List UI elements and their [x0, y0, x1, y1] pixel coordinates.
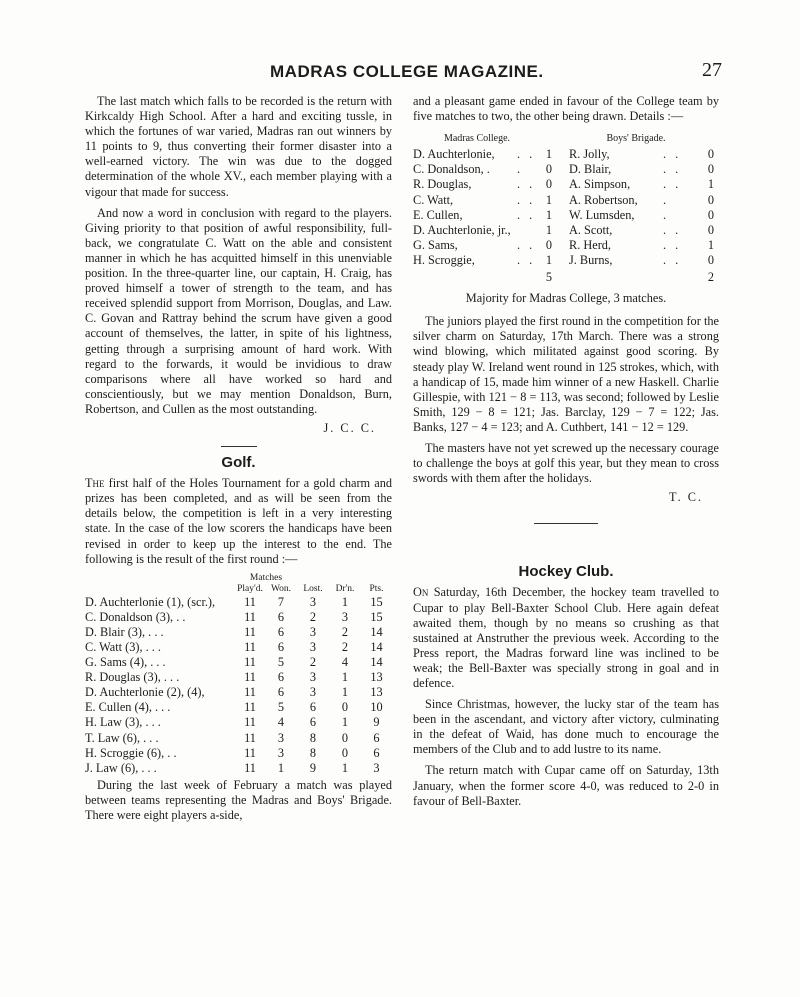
score-cell: 11: [244, 685, 256, 700]
madras-player: E. Cullen,: [413, 207, 463, 222]
signature: J. C. C.: [323, 420, 376, 435]
hockey-paragraph: [413, 585, 719, 691]
madras-player: H. Scroggie,: [413, 252, 475, 267]
score-cell: 0: [707, 147, 715, 162]
score-cell: 3: [309, 624, 317, 639]
section-divider: [534, 523, 598, 524]
score-cell: 3: [341, 609, 349, 624]
leader-dots: . .: [517, 252, 536, 267]
player-name: G. Sams (4), . . .: [85, 655, 166, 670]
table-cell: [557, 223, 569, 238]
table-header-cell: [361, 573, 392, 584]
table-row: [85, 595, 392, 610]
leader-dots: . .: [663, 237, 682, 252]
score-cell: 1: [341, 685, 349, 700]
score-cell: 0: [341, 745, 349, 760]
score-cell: 3: [309, 640, 317, 654]
player-name: C. Donaldson (3), . .: [85, 609, 186, 624]
player-name: R. Douglas (3), . . .: [85, 670, 180, 685]
score-cell: 1: [341, 760, 349, 775]
score-cell: 2: [341, 640, 349, 654]
score-cell: 6: [277, 609, 285, 624]
score-cell: 1: [277, 760, 285, 775]
score-cell: 11: [244, 624, 256, 639]
table-row: [85, 655, 392, 670]
leader-dots: .: [663, 207, 670, 222]
score-cell: 9: [373, 715, 380, 730]
score-cell: 11: [244, 760, 256, 775]
score-cell: 11: [244, 745, 256, 760]
rugby-paragraph: And now a word in conclusion with regard to the players. Giving priority to that position of awful responsibility, full-back, we congratulate C. Watt on the able and consistent manner in which he has acquitted himself in this unenviable position. In the three-quarter line, our captain, H. Craig, has proved himself a tower of strength to the team, and has received splendid support from Morrison, Douglas, and Law. C. Govan and Rattray behind the scrum have given a good account of themselves, the latter, in spite of his lightness, getting through a surprising amount of hard work. With regard to the forwards, it would be invidious to draw comparisons where all have worked so hard and conscientiously, but we may mention Donaldson, Burn, Robertson, and Cullen as the most outstanding.: [85, 205, 392, 416]
player-name: D. Blair (3), . . .: [85, 624, 164, 639]
brigade-player: W. Lumsden,: [569, 207, 635, 222]
score-cell: 14: [370, 655, 383, 670]
score-cell: 0: [545, 162, 553, 177]
table-row: [85, 746, 392, 761]
table-row: [85, 625, 392, 640]
player-name: H. Scroggie (6), . .: [85, 745, 177, 760]
leader-dots: . .: [663, 252, 682, 267]
score-cell: 1: [341, 594, 349, 609]
player-name: E. Cullen (4), . . .: [85, 700, 171, 715]
leader-dots: [517, 223, 541, 238]
table-header-cell: Matches: [249, 572, 283, 583]
page-header: [270, 59, 722, 86]
score-cell: 11: [244, 670, 256, 685]
score-cell: 6: [309, 715, 317, 730]
score-cell: 3: [277, 730, 285, 745]
score-cell: 2: [309, 655, 317, 670]
leader-dots: . .: [663, 222, 682, 237]
madras-player: D. Auchterlonie,: [413, 147, 495, 162]
score-cell: 11: [244, 640, 256, 654]
table-cell: [663, 268, 703, 285]
golf-paragraph: [85, 476, 392, 567]
score-cell: 7: [277, 594, 285, 609]
score-cell: 5: [277, 655, 285, 670]
score-cell: 1: [341, 715, 349, 730]
golf-paragraph-text: first half of the Holes Tournament for a gold charm and prizes has been completed, and as will be seen from the details below, the competition is left in a very interesting state. In the case of the low scorers the handicaps have been revised in order to keep up the interest to the end. The following is the result of the first round :—: [85, 476, 392, 566]
score-cell: 11: [244, 730, 256, 745]
score-cell: 3: [309, 594, 317, 609]
hockey-paragraph-text: Saturday, 16th December, the hockey team travelled to Cupar to play Bell-Baxter School Club. Here again defeat awaited them, though by no means so crushing as that sustained at Anstruther the previous week. According to the Press report, the Madras forward line was inclined to be weak; the Bell-Baxter was specially strong in goal and in defence.: [413, 585, 719, 690]
score-cell: 8: [309, 745, 317, 760]
team-header-madras: Madras College.: [443, 133, 511, 145]
leader-dots: . .: [517, 207, 536, 222]
score-cell: 1: [545, 222, 553, 237]
score-cell: 11: [244, 700, 256, 715]
score-cell: 6: [373, 730, 380, 745]
score-cell: 0: [707, 162, 715, 177]
madras-player: C. Donaldson, .: [413, 162, 490, 177]
player-name: H. Law (3), . . .: [85, 715, 161, 730]
madras-player: G. Sams,: [413, 237, 458, 252]
section-title-golf: Golf.: [221, 454, 256, 472]
table-row: [85, 700, 392, 715]
brigade-player: D. Blair,: [569, 162, 612, 177]
leader-dots: . .: [517, 177, 536, 192]
score-cell: 13: [370, 670, 383, 685]
score-cell: 1: [545, 147, 553, 162]
score-cell: 9: [309, 760, 317, 775]
team-header-brigade: Boys' Brigade.: [606, 133, 666, 145]
leader-dots: . .: [517, 147, 536, 162]
score-cell: 1: [707, 237, 715, 252]
player-name: J. Law (6), . . .: [85, 760, 157, 775]
leader-dots: . .: [663, 177, 682, 192]
table-cell: [557, 268, 569, 285]
table-row: [413, 193, 719, 208]
table-cell: [557, 147, 569, 162]
right-column: [413, 94, 719, 815]
score-cell: 1: [545, 207, 553, 222]
table-row: [85, 731, 392, 746]
table-cell: [557, 208, 569, 223]
score-cell: 1: [545, 192, 553, 207]
leader-dots: . .: [517, 192, 536, 207]
golf-paragraph: During the last week of February a match was played between teams representing the Madras and Boys' Brigade. There were eight players a-side,: [85, 777, 392, 823]
score-cell: 6: [277, 640, 285, 654]
brigade-player: J. Burns,: [569, 252, 613, 267]
player-name: T. Law (6), . . .: [85, 730, 159, 745]
table-header-cell: [329, 573, 361, 584]
table-row: [413, 162, 719, 177]
table-row: [85, 685, 392, 700]
brigade-player: A. Simpson,: [569, 177, 631, 192]
score-cell: 11: [244, 655, 256, 670]
score-cell: 0: [545, 177, 553, 192]
page-number: 27: [702, 59, 722, 81]
score-cell: 10: [370, 700, 383, 715]
score-cell: 11: [244, 594, 256, 609]
table-cell: [557, 193, 569, 208]
score-cell: 1: [545, 252, 553, 267]
score-cell: 3: [309, 670, 317, 685]
section-title-hockey: Hockey Club.: [518, 563, 614, 581]
left-column: [85, 94, 392, 829]
score-cell: 3: [277, 745, 285, 760]
madras-player: D. Auchterlonie, jr.,: [413, 222, 511, 237]
brigade-player: A. Scott,: [569, 222, 613, 237]
score-cell: 14: [370, 640, 383, 654]
table-cell: [413, 268, 517, 285]
table-header-cell: Dr'n.: [335, 583, 355, 594]
table-row: [413, 238, 719, 253]
magazine-title: MADRAS COLLEGE MAGAZINE.: [270, 62, 544, 81]
drop-word: On: [413, 585, 429, 600]
table-header-cell: [703, 130, 719, 147]
table-row: [413, 253, 719, 268]
leader-dots: . .: [663, 162, 682, 177]
golf-paragraph: The masters have not yet screwed up the necessary courage to challenge the boys at golf this year, but they mean to cross swords with them after the holidays.: [413, 440, 719, 486]
score-cell: 6: [373, 745, 380, 760]
score-cell: 5: [277, 700, 285, 715]
table-cell: [517, 268, 541, 285]
majority-line: Majority for Madras College, 3 matches.: [465, 291, 667, 306]
match-details-table: [413, 130, 719, 285]
table-header-cell: Play'd.: [237, 583, 263, 594]
table-row: [85, 610, 392, 625]
table-header-cell: Lost.: [303, 583, 323, 594]
brigade-player: R. Jolly,: [569, 147, 610, 162]
table-row: [85, 715, 392, 730]
score-cell: 1: [707, 177, 715, 192]
rugby-paragraph: The last match which falls to be recorded is the return with Kirkcaldy High School. After a hard and exciting tussle, in which the fortunes of war varied, Madras ran out winners by 11 points to 9, thus converting their former disaster into a well-earned victory. The win was due to the dogged determination of the whole XV., each member playing with a vigour that made for success.: [85, 94, 392, 199]
score-cell: 15: [370, 594, 383, 609]
leader-dots: . .: [517, 237, 536, 252]
table-cell: [557, 253, 569, 268]
table-cell: [557, 177, 569, 192]
table-row: [413, 147, 719, 162]
score-cell: 3: [373, 760, 380, 775]
score-cell: 0: [341, 700, 349, 715]
hockey-paragraph: The return match with Cupar came off on Saturday, 13th January, when the former score 4-0, was reduced to 2-0 in favour of Bell-Baxter.: [413, 763, 719, 808]
table-row: [85, 670, 392, 685]
golf-results-table: [85, 573, 392, 776]
table-cell: [557, 162, 569, 177]
score-cell: 4: [341, 655, 349, 670]
table-header-cell: [85, 584, 235, 595]
table-row: [85, 640, 392, 655]
score-cell: 11: [244, 609, 256, 624]
score-cell: 0: [707, 192, 715, 207]
leader-dots: .: [663, 192, 670, 207]
score-cell: 13: [370, 685, 383, 700]
brigade-player: R. Herd,: [569, 237, 612, 252]
player-name: D. Auchterlonie (1), (scr.),: [85, 594, 216, 609]
score-cell: 0: [707, 222, 715, 237]
table-header-cell: Won.: [270, 583, 292, 594]
player-name: D. Auchterlonie (2), (4),: [85, 685, 205, 700]
score-cell: 8: [309, 730, 317, 745]
section-divider: [221, 446, 257, 447]
table-cell: [569, 268, 663, 285]
signature: T. C.: [668, 490, 703, 505]
player-name: C. Watt (3), . . .: [85, 640, 161, 654]
madras-player: C. Watt,: [413, 192, 454, 207]
score-cell: 0: [707, 252, 715, 267]
score-cell: 15: [370, 609, 383, 624]
score-cell: 2: [309, 609, 317, 624]
brigade-player: A. Robertson,: [569, 192, 638, 207]
score-cell: 0: [545, 237, 553, 252]
leader-dots: .: [517, 162, 524, 177]
table-cell: [557, 238, 569, 253]
total-brigade: 2: [707, 270, 715, 285]
score-cell: 6: [277, 624, 285, 639]
leader-dots: . .: [663, 147, 682, 162]
score-cell: 6: [309, 700, 317, 715]
madras-player: R. Douglas,: [413, 177, 472, 192]
total-madras: 5: [545, 270, 553, 285]
table-header-cell: [557, 130, 569, 147]
score-cell: 0: [707, 207, 715, 222]
score-cell: 0: [341, 730, 349, 745]
score-cell: 11: [244, 715, 256, 730]
table-row: [85, 761, 392, 776]
drop-word: The: [85, 476, 105, 491]
score-cell: 2: [341, 624, 349, 639]
table-header-cell: Pts.: [369, 583, 384, 594]
table-row: [413, 208, 719, 223]
score-cell: 6: [277, 670, 285, 685]
hockey-paragraph: Since Christmas, however, the lucky star of the team has been in the ascendant, and victory after victory, culminating in the defeat of Waid, has done much to encourage the members of the Club and to add lustre to its name.: [413, 697, 719, 757]
golf-paragraph: and a pleasant game ended in favour of the College team by five matches to two, the other being drawn. Details :—: [413, 94, 719, 124]
score-cell: 4: [277, 715, 285, 730]
score-cell: 3: [309, 685, 317, 700]
golf-paragraph: The juniors played the first round in the competition for the silver charm on Saturday, 17th March. There was a strong wind blowing, which militated against good scoring. By steady play W. Ireland went round in 125 strokes, which, with a handicap of 15, made him winner of a new Haskell. Charlie Gillespie, with 121 − 8 = 113, was second; followed by Leslie Smith, 129 − 8 = 121; Jas. Barclay, 129 − 7 = 122; Jas. Banks, 127 − 4 = 123; and A. Cuthbert, 141 − 12 = 129.: [413, 314, 719, 434]
table-header-cell: [297, 573, 329, 584]
table-header-cell: [541, 130, 557, 147]
table-row: [413, 177, 719, 192]
score-cell: 14: [370, 624, 383, 639]
score-cell: 1: [341, 670, 349, 685]
score-cell: 6: [277, 685, 285, 700]
table-header-cell: [85, 573, 235, 584]
table-row: [413, 223, 719, 238]
